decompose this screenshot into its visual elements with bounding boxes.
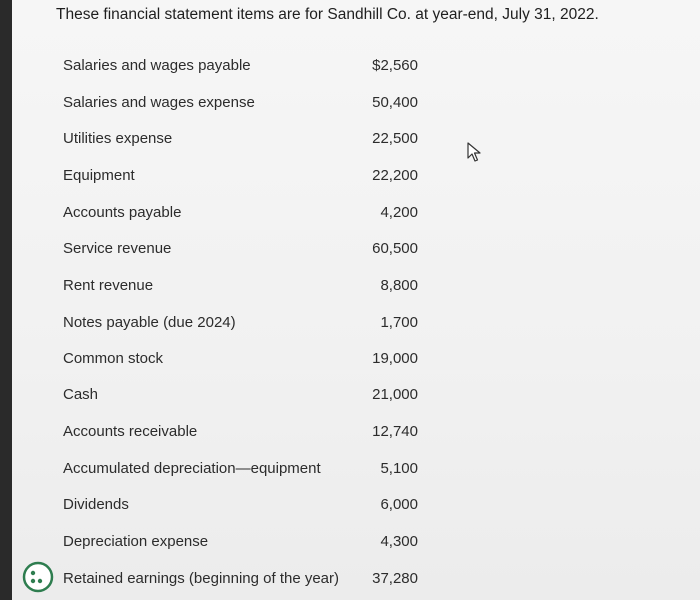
line-item [0, 311, 700, 335]
item-label: Salaries and wages payable [63, 57, 251, 74]
item-value: $2,560 [372, 57, 418, 74]
item-label: Common stock [63, 350, 164, 367]
item-label: Accumulated depreciation—equipment [63, 460, 321, 477]
item-value: 5,100 [380, 460, 418, 477]
line-item [0, 530, 700, 554]
item-label: Service revenue [63, 240, 172, 257]
item-label: Depreciation expense [63, 533, 209, 550]
item-label: Utilities expense [63, 130, 173, 147]
item-value: 60,500 [372, 240, 418, 257]
line-item [0, 127, 700, 151]
line-item [0, 420, 700, 444]
line-item [0, 383, 700, 407]
line-item [0, 347, 700, 371]
item-value: 6,000 [380, 496, 418, 513]
item-label: Rent revenue [63, 277, 154, 294]
line-item [0, 274, 700, 298]
item-label: Equipment [63, 167, 135, 184]
line-item [0, 164, 700, 188]
item-value: 37,280 [372, 570, 418, 587]
item-value: 50,400 [372, 94, 418, 111]
item-value: 19,000 [372, 350, 418, 367]
item-label: Cash [63, 386, 99, 403]
line-item [0, 493, 700, 517]
line-item [0, 54, 700, 78]
item-label: Accounts receivable [63, 423, 198, 440]
item-label: Retained earnings (beginning of the year) [63, 570, 340, 587]
item-label: Notes payable (due 2024) [63, 314, 236, 331]
item-value: 1,700 [380, 314, 418, 331]
item-value: 4,300 [380, 533, 418, 550]
item-value: 12,740 [372, 423, 418, 440]
item-value: 4,200 [380, 204, 418, 221]
line-item [0, 567, 700, 591]
line-item [0, 91, 700, 115]
item-label: Salaries and wages expense [63, 94, 255, 111]
line-item [0, 237, 700, 261]
item-value: 22,500 [372, 130, 418, 147]
accessibility-badge-icon[interactable] [22, 561, 54, 593]
mouse-cursor-icon [466, 141, 484, 163]
intro-text: These financial statement items are for Sandhill Co. at year-end, July 31, 2022. [56, 6, 599, 23]
item-label: Accounts payable [63, 204, 182, 221]
item-value: 8,800 [380, 277, 418, 294]
line-item [0, 201, 700, 225]
line-item [0, 457, 700, 481]
item-value: 22,200 [372, 167, 418, 184]
item-value: 21,000 [372, 386, 418, 403]
item-label: Dividends [63, 496, 129, 513]
